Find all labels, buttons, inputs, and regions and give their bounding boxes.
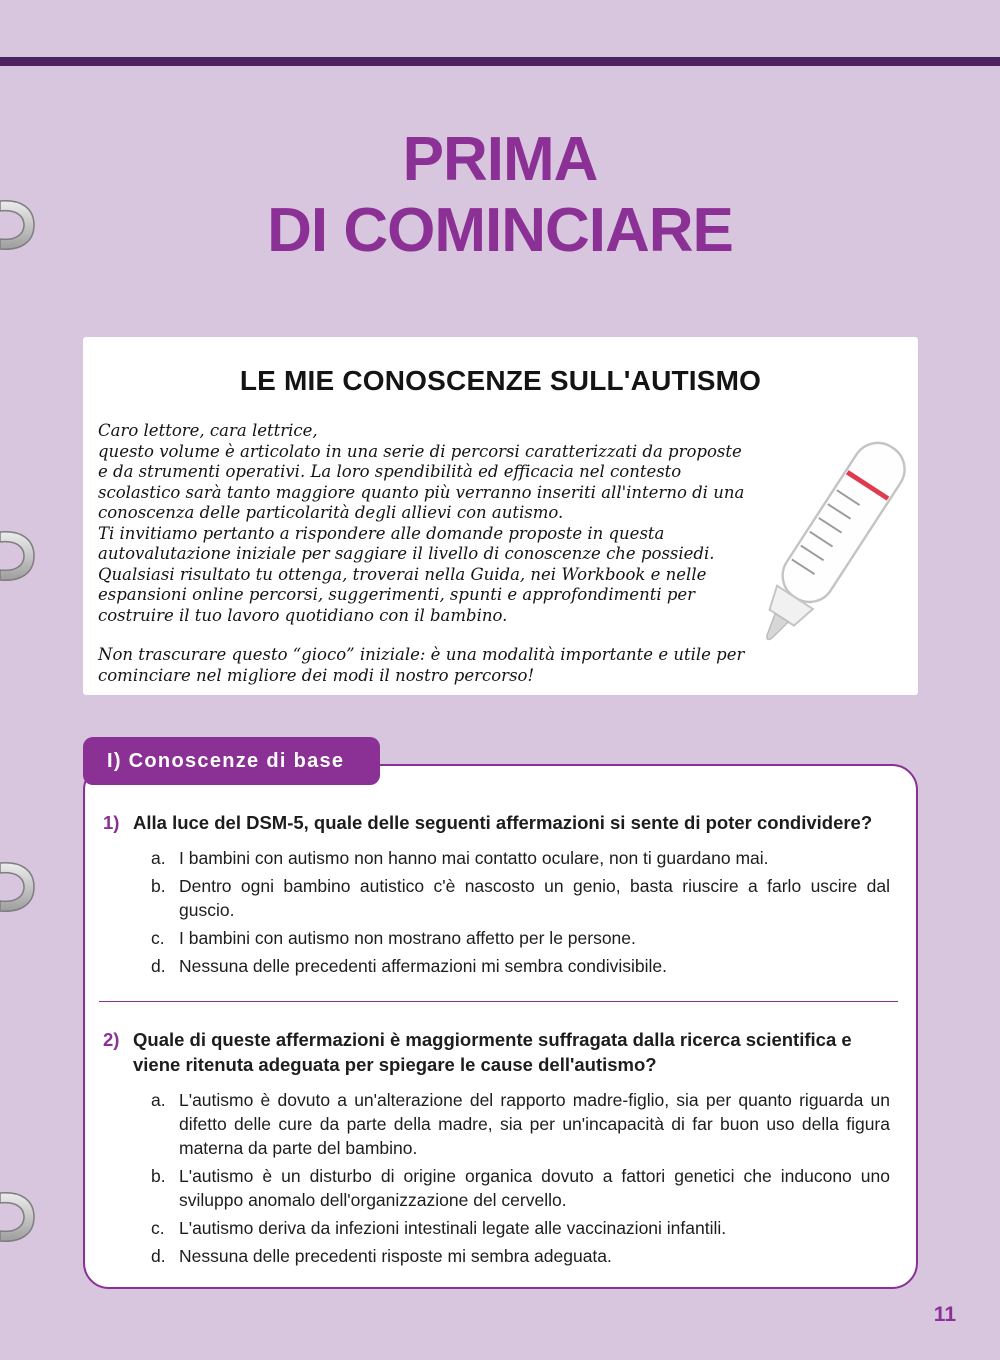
thermometer-icon [745,417,910,682]
option-text: Nessuna delle precedenti affermazioni mi sembra condivisibile. [179,956,667,976]
option-text: I bambini con autismo non hanno mai contatto oculare, non ti guardano mai. [179,848,769,868]
top-divider-bar [0,57,1000,66]
intro-paragraph: Caro lettore, cara lettrice, [98,421,318,440]
option-text: Dentro ogni bambino autistico c'è nascosto un genio, basta riuscire a farlo uscire dal guscio. [179,876,890,920]
intro-box-title: LE MIE CONOSCENZE SULL'AUTISMO [239,365,762,396]
question-text: Alla luce del DSM-5, quale delle seguenti affermazioni si sente di poter condividere? [133,812,873,833]
question-1 [103,810,890,978]
intro-paragraph: questo volume è articolato in una serie di percorsi caratterizzati da proposte e da strumenti operativi. La loro spendibilità ed efficacia nel contesto scolastico sarà tanto maggiore quanto più verranno inseriti all'interno di una conoscenza delle particolarità degli allievi con autismo. [98,441,745,522]
question-number: 1) [103,812,120,833]
option-text: L'autismo deriva da infezioni intestinali legate alle vaccinazioni infantili. [179,1218,727,1238]
question-separator [99,1001,898,1002]
option-letter: c. [151,928,165,948]
binder-ring-icon [0,527,40,585]
option-letter: d. [151,956,166,976]
intro-text [98,421,748,686]
option-text: I bambini con autismo non mostrano affetto per le persone. [179,928,636,948]
question-2 [103,1027,890,1268]
option-row-d [151,954,890,978]
page-number: 11 [933,1303,956,1326]
option-row-d [151,1244,890,1268]
option-letter: d. [151,1246,166,1266]
intro-paragraph: Non trascurare questo “gioco” iniziale: è una modalità importante e utile per cominciare nel migliore dei modi il nostro percorso! [98,645,745,685]
option-row-a [151,1088,890,1160]
section-tab-conoscenze-di-base: I) Conoscenze di base [83,737,380,785]
option-text: L'autismo è un disturbo di origine organica dovuto a fattori genetici che inducono uno sviluppo anomalo dell'organizzazione del cervello. [179,1166,890,1210]
option-letter: a. [151,848,166,868]
chapter-title-line2: DI COMINCIARE [267,196,733,265]
chapter-title-line1: PRIMA [402,125,598,194]
intro-box [83,337,918,695]
option-row-a [151,846,890,870]
options-list [151,1088,890,1268]
option-text: Nessuna delle precedenti risposte mi sembra adeguata. [179,1246,612,1266]
questions-box [83,764,918,1289]
option-row-c [151,926,890,950]
question-text: Quale di queste affermazioni è maggiormente suffragata dalla ricerca scientifica e viene ritenuta adeguata per spiegare le cause dell'autismo? [133,1029,852,1075]
binder-ring-icon [0,1188,40,1246]
intro-paragraph: Ti invitiamo pertanto a rispondere alle domande proposte in questa autovalutazione iniziale per saggiare il livello di conoscenze che possiedi. Qualsiasi risultato tu ottenga, troverai nella Guida, nei Workbook e nelle espansioni online percorsi, suggerimenti, spunti e approfondimenti per costruire il tuo lavoro quotidiano con il bambino. [98,523,715,625]
question-number: 2) [103,1029,120,1050]
binder-ring-icon [0,858,40,916]
options-list [151,846,890,978]
option-letter: a. [151,1090,166,1110]
option-letter: b. [151,1166,166,1186]
option-letter: b. [151,876,166,896]
option-row-c [151,1216,890,1240]
option-text: L'autismo è dovuto a un'alterazione del rapporto madre-figlio, sia per quanto riguarda un difetto delle cure da parte della madre, sia per un'incapacità di far buon uso della figura materna da parte del bambino. [179,1090,890,1158]
chapter-title [0,124,1000,266]
option-letter: c. [151,1218,165,1238]
option-row-b [151,874,890,922]
option-row-b [151,1164,890,1212]
